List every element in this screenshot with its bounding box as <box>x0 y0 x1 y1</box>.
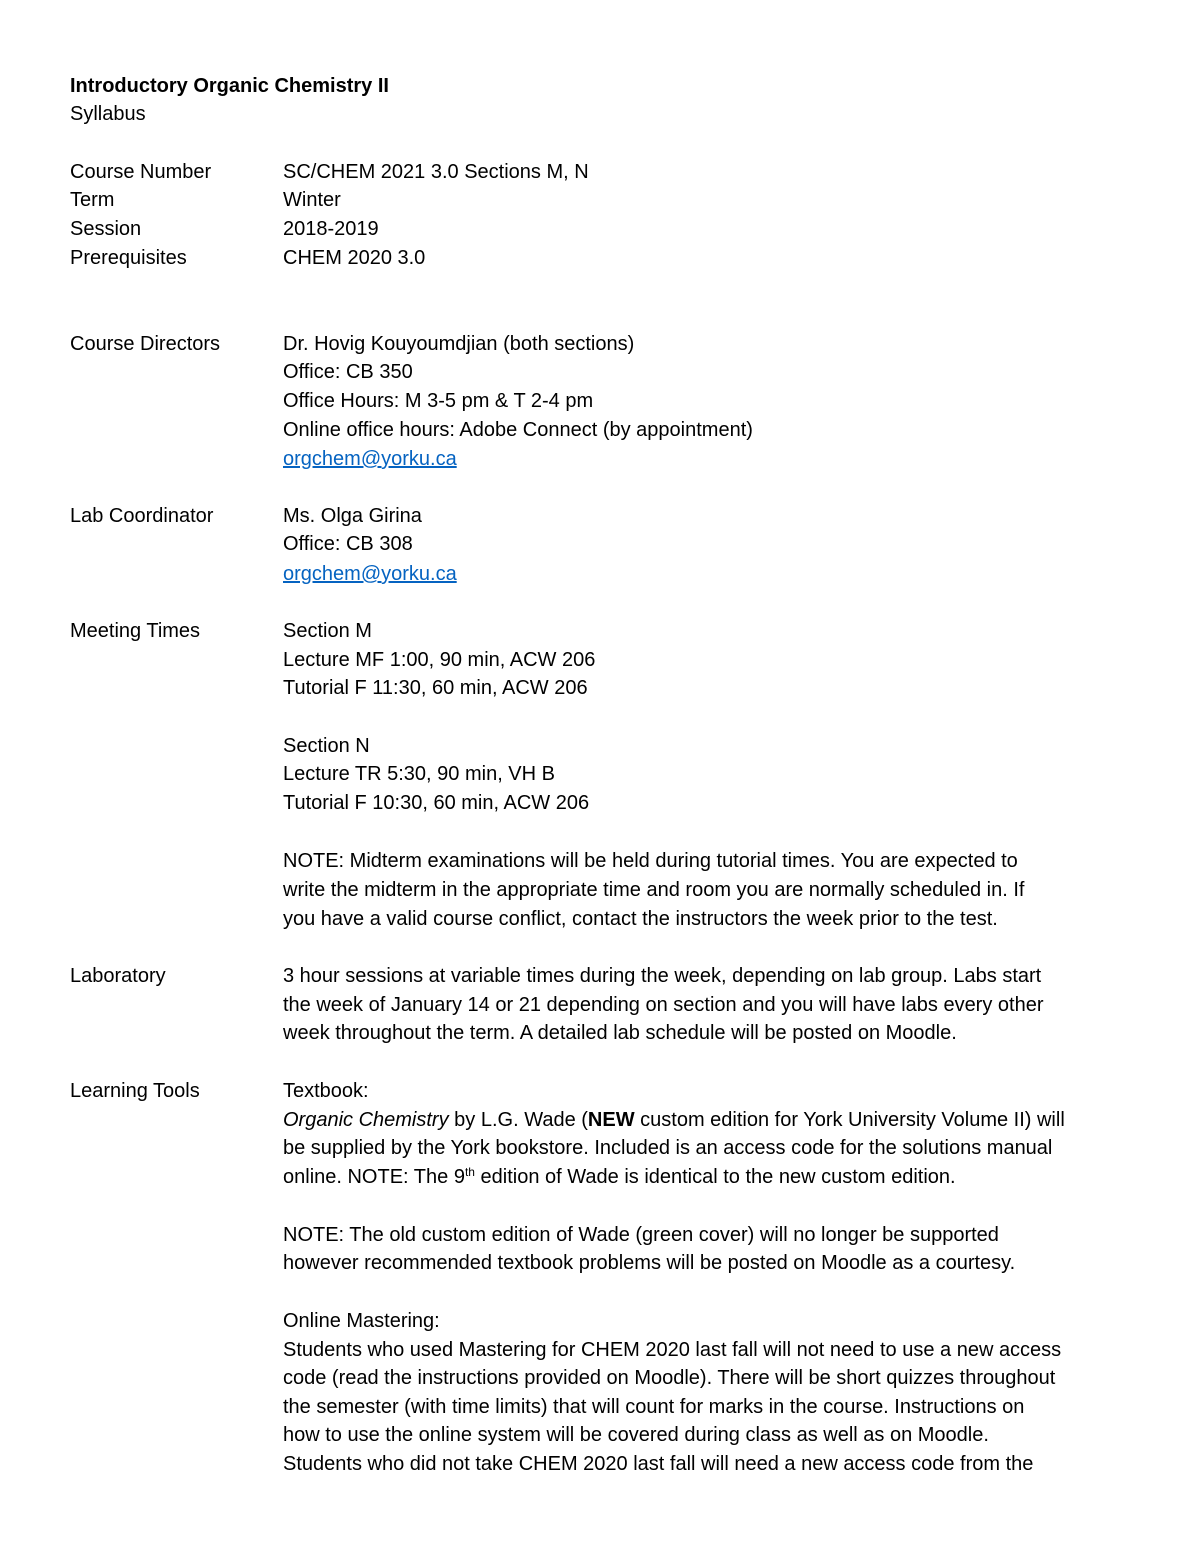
document-title: Introductory Organic Chemistry II <box>70 75 389 97</box>
course-number-value: SC/CHEM 2021 3.0 Sections M, N <box>283 161 589 183</box>
textbook-note-suffix: edition of Wade is identical to the new custom edition. <box>474 1166 956 1188</box>
textbook-line: be supplied by the York bookstore. Included is an access code for the solutions manual <box>283 1137 1053 1159</box>
section-m-heading: Section M <box>283 620 372 642</box>
laboratory-text-line: 3 hour sessions at variable times during the week, depending on lab group. Labs start <box>283 965 1042 987</box>
mastering-heading: Online Mastering: <box>283 1310 440 1332</box>
laboratory-text-line: the week of January 14 or 21 depending on section and you will have labs every other <box>283 994 1044 1016</box>
textbook-new-badge: NEW <box>587 1109 635 1131</box>
mastering-text-line: code (read the instructions provided on Moodle). There will be short quizzes throughout <box>283 1367 1056 1389</box>
learning-tools-label: Learning Tools <box>70 1080 200 1102</box>
mastering-text-line: Students who did not take CHEM 2020 last fall will need a new access code from the <box>283 1453 1034 1475</box>
textbook-note-prefix: online. NOTE: The 9 <box>283 1166 465 1188</box>
textbook-line <box>283 1163 956 1191</box>
textbook-edition-text: custom edition for York University Volume II) will <box>634 1109 1065 1131</box>
term-value: Winter <box>283 189 341 211</box>
session-value: 2018-2019 <box>283 218 379 240</box>
old-edition-note-line: NOTE: The old custom edition of Wade (green cover) will no longer be supported <box>283 1224 999 1246</box>
textbook-heading: Textbook: <box>283 1080 369 1102</box>
course-number-label: Course Number <box>70 161 212 183</box>
session-label: Session <box>70 218 142 240</box>
lab-coordinator-email-link[interactable]: orgchem@yorku.ca <box>283 563 457 585</box>
course-directors-label: Course Directors <box>70 333 221 355</box>
laboratory-label: Laboratory <box>70 965 166 987</box>
section-n-lecture: Lecture TR 5:30, 90 min, VH B <box>283 763 555 785</box>
prerequisites-label: Prerequisites <box>70 247 187 269</box>
mastering-text-line: Students who used Mastering for CHEM 2020 last fall will not need to use a new access <box>283 1339 1062 1361</box>
mastering-text-line: the semester (with time limits) that will count for marks in the course. Instructions on <box>283 1396 1025 1418</box>
lab-coordinator-label: Lab Coordinator <box>70 505 214 527</box>
director-online-hours: Online office hours: Adobe Connect (by appointment) <box>283 419 753 441</box>
director-name: Dr. Hovig Kouyoumdjian (both sections) <box>283 333 635 355</box>
old-edition-note-line: however recommended textbook problems will be posted on Moodle as a courtesy. <box>283 1252 1016 1274</box>
midterm-note-line: you have a valid course conflict, contact the instructors the week prior to the test. <box>283 908 998 930</box>
director-office: Office: CB 350 <box>283 361 413 383</box>
term-label: Term <box>70 189 115 211</box>
textbook-line <box>283 1106 1065 1134</box>
section-n-heading: Section N <box>283 735 370 757</box>
midterm-note-line: NOTE: Midterm examinations will be held during tutorial times. You are expected to <box>283 850 1018 872</box>
lab-coordinator-email-line <box>283 560 457 588</box>
lab-coordinator-office: Office: CB 308 <box>283 533 413 555</box>
director-office-hours: Office Hours: M 3-5 pm & T 2-4 pm <box>283 390 594 412</box>
laboratory-text-line: week throughout the term. A detailed lab schedule will be posted on Moodle. <box>283 1022 957 1044</box>
meeting-times-label: Meeting Times <box>70 620 201 642</box>
prerequisites-value: CHEM 2020 3.0 <box>283 247 426 269</box>
ordinal-superscript: th <box>464 1165 475 1179</box>
midterm-note-line: write the midterm in the appropriate time and room you are normally scheduled in. If <box>283 879 1025 901</box>
section-n-tutorial: Tutorial F 10:30, 60 min, ACW 206 <box>283 792 590 814</box>
textbook-author: by L.G. Wade ( <box>448 1109 588 1131</box>
lab-coordinator-name: Ms. Olga Girina <box>283 505 422 527</box>
director-email-link[interactable]: orgchem@yorku.ca <box>283 448 457 470</box>
section-m-tutorial: Tutorial F 11:30, 60 min, ACW 206 <box>283 677 588 699</box>
director-email-line <box>283 445 457 473</box>
textbook-title: Organic Chemistry <box>283 1109 449 1131</box>
mastering-text-line: how to use the online system will be covered during class as well as on Moodle. <box>283 1424 989 1446</box>
document-subtitle: Syllabus <box>70 103 146 125</box>
section-m-lecture: Lecture MF 1:00, 90 min, ACW 206 <box>283 649 596 671</box>
